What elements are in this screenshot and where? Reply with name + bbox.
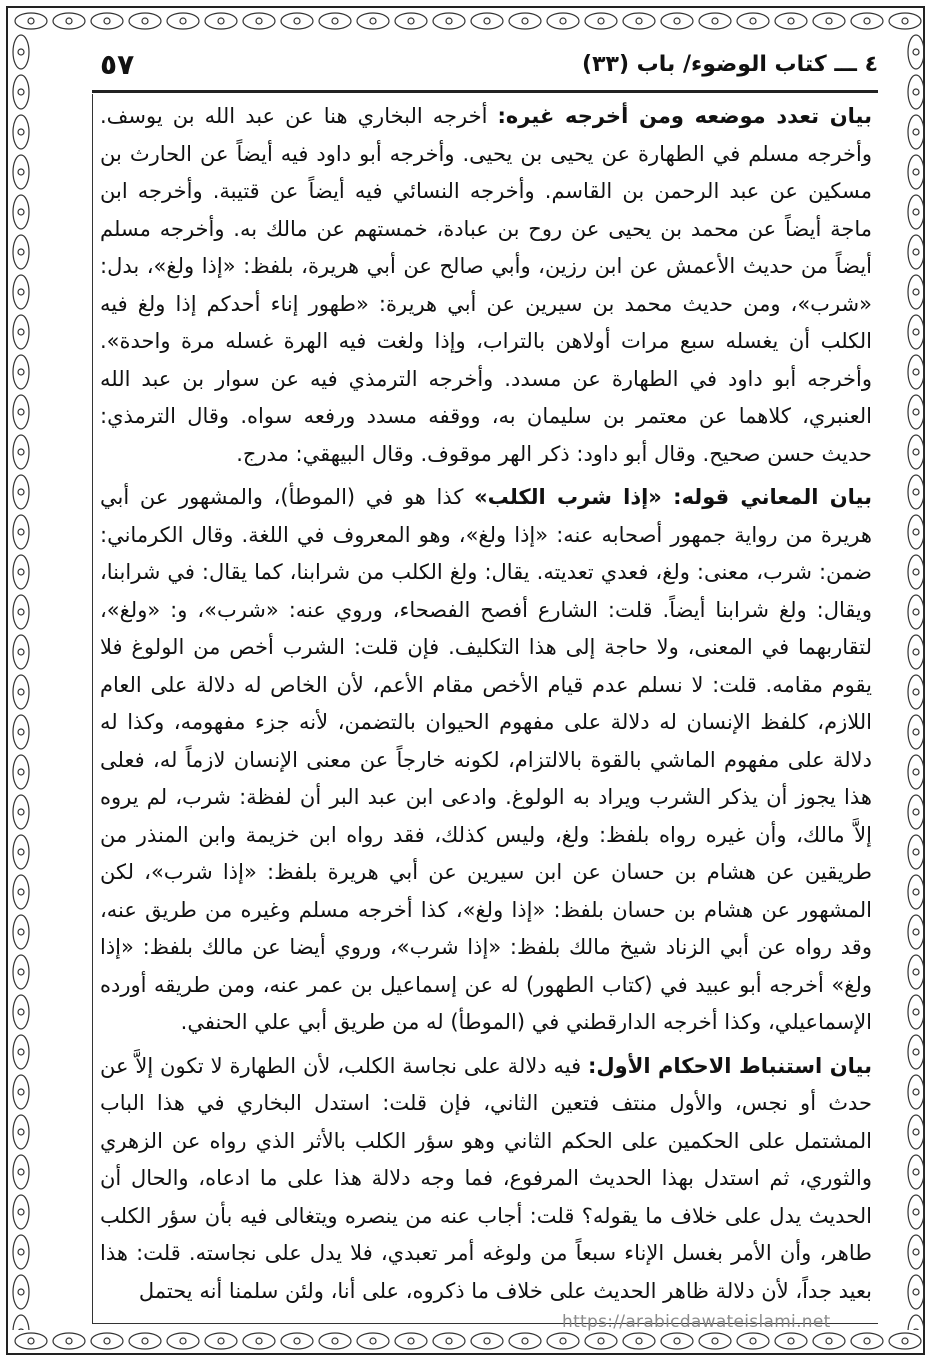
ornament-loop <box>129 13 161 29</box>
ornament-loop <box>908 795 924 829</box>
ornament-loop <box>91 1333 123 1349</box>
ornament-loop <box>813 1333 845 1349</box>
ornament-dot <box>18 849 24 855</box>
ornament-dot <box>18 1209 24 1215</box>
ornament-dot <box>18 449 24 455</box>
ornament-loop <box>908 195 924 229</box>
ornament-dot <box>218 18 224 24</box>
ornament-loop <box>15 1333 47 1349</box>
ornament-dot <box>913 1169 919 1175</box>
ornament-loop <box>13 275 29 309</box>
ornament-dot <box>913 249 919 255</box>
ornament-dot <box>913 809 919 815</box>
ornament-loop <box>13 75 29 109</box>
ornament-dot <box>18 889 24 895</box>
ornament-loop <box>13 1235 29 1269</box>
ornament-dot <box>294 1338 300 1344</box>
ornament-loop <box>813 13 845 29</box>
page-number: ٥٧ <box>100 48 135 81</box>
ornament-dot <box>913 49 919 55</box>
ornament-dot <box>750 18 756 24</box>
ornament-dot <box>913 729 919 735</box>
ornament-dot <box>294 18 300 24</box>
ornament-dot <box>712 18 718 24</box>
ornament-loop <box>433 1333 465 1349</box>
ornament-loop <box>13 1115 29 1149</box>
ornament-dot <box>913 849 919 855</box>
ornament-dot <box>18 1129 24 1135</box>
ornament-dot <box>142 1338 148 1344</box>
ornament-loop <box>13 115 29 149</box>
ornament-loop <box>243 1333 275 1349</box>
ornament-loop <box>91 13 123 29</box>
ornament-dot <box>104 18 110 24</box>
ornament-loop <box>13 835 29 869</box>
ornament-loop <box>908 475 924 509</box>
ornament-loop <box>471 1333 503 1349</box>
ornament-dot <box>18 569 24 575</box>
ornament-dot <box>18 1329 24 1330</box>
ornament-dot <box>913 1129 919 1135</box>
ornament-loop <box>908 275 924 309</box>
ornament-loop <box>889 13 921 29</box>
ornament-dot <box>18 329 24 335</box>
ornament-dot <box>598 1338 604 1344</box>
ornament-dot <box>913 929 919 935</box>
ornament-dot <box>913 609 919 615</box>
running-header <box>92 42 878 88</box>
ornament-loop <box>13 915 29 949</box>
ornament-dot <box>484 1338 490 1344</box>
ornament-loop <box>908 35 924 69</box>
ornament-loop <box>13 395 29 429</box>
ornament-dot <box>913 889 919 895</box>
ornament-dot <box>18 1009 24 1015</box>
ornament-dot <box>913 169 919 175</box>
ornament-dot <box>826 1338 832 1344</box>
ornament-dot <box>560 1338 566 1344</box>
ornament-dot <box>913 1009 919 1015</box>
ornament-loop <box>13 155 29 189</box>
ornament-loop <box>13 355 29 389</box>
ornament-loop <box>908 1195 924 1229</box>
ornament-loop <box>167 1333 199 1349</box>
ornament-dot <box>218 1338 224 1344</box>
ornament-loop <box>319 1333 351 1349</box>
ornament-loop <box>908 595 924 629</box>
ornament-dot <box>826 18 832 24</box>
ornament-loop <box>908 1155 924 1189</box>
ornament-loop <box>889 1333 921 1349</box>
ornament-dot <box>913 1089 919 1095</box>
ornament-dot <box>913 209 919 215</box>
ornament-dot <box>913 1289 919 1295</box>
ornament-loop <box>13 955 29 989</box>
ornament-loop <box>13 1155 29 1189</box>
ornament-dot <box>913 1049 919 1055</box>
ornament-dot <box>18 809 24 815</box>
top-ornament-border <box>10 8 923 34</box>
ornament-loop <box>908 875 924 909</box>
ornament-loop <box>13 675 29 709</box>
ornament-dot <box>913 1209 919 1215</box>
ornament-loop <box>908 835 924 869</box>
ornament-loop <box>908 555 924 589</box>
ornament-dot <box>18 249 24 255</box>
ornament-dot <box>913 489 919 495</box>
ornament-dot <box>712 1338 718 1344</box>
ornament-dot <box>913 409 919 415</box>
ornament-dot <box>788 18 794 24</box>
ornament-loop <box>13 1075 29 1109</box>
ornament-loop <box>53 1333 85 1349</box>
ornament-loop <box>908 155 924 189</box>
ornament-loop <box>129 1333 161 1349</box>
ornament-loop <box>908 435 924 469</box>
ornament-dot <box>256 18 262 24</box>
main-text <box>100 98 872 1310</box>
ornament-loop <box>661 13 693 29</box>
ornament-dot <box>66 1338 72 1344</box>
ornament-loop <box>908 1115 924 1149</box>
ornament-dot <box>18 489 24 495</box>
ornament-loop <box>908 995 924 1029</box>
ornament-loop <box>357 13 389 29</box>
ornament-loop <box>585 1333 617 1349</box>
ornament-dot <box>913 529 919 535</box>
ornament-loop <box>851 1333 883 1349</box>
ornament-loop <box>13 995 29 1029</box>
ornament-loop <box>13 315 29 349</box>
ornament-dot <box>370 1338 376 1344</box>
ornament-dot <box>560 18 566 24</box>
ornament-dot <box>446 18 452 24</box>
ornament-dot <box>913 129 919 135</box>
ornament-dot <box>913 769 919 775</box>
ornament-loop <box>471 13 503 29</box>
ornament-dot <box>522 1338 528 1344</box>
ornament-loop <box>281 1333 313 1349</box>
ornament-dot <box>18 289 24 295</box>
ornament-dot <box>18 1169 24 1175</box>
ornament-dot <box>18 89 24 95</box>
ornament-loop <box>53 13 85 29</box>
ornament-loop <box>13 715 29 749</box>
ornament-loop <box>205 13 237 29</box>
ornament-loop <box>13 555 29 589</box>
ornament-loop <box>908 315 924 349</box>
ornament-loop <box>13 595 29 629</box>
ornament-loop <box>585 13 617 29</box>
ornament-dot <box>902 18 908 24</box>
ornament-loop <box>395 13 427 29</box>
ornament-dot <box>674 1338 680 1344</box>
right-ornament-border <box>903 30 929 1330</box>
ornament-dot <box>902 1338 908 1344</box>
ornament-loop <box>908 75 924 109</box>
ornament-loop <box>13 515 29 549</box>
paragraph-sources <box>100 98 872 473</box>
ornament-loop <box>908 115 924 149</box>
ornament-dot <box>913 649 919 655</box>
ornament-dot <box>18 649 24 655</box>
ornament-loop <box>13 755 29 789</box>
ornament-loop <box>908 1075 924 1109</box>
ornament-dot <box>66 18 72 24</box>
ornament-dot <box>913 89 919 95</box>
ornament-dot <box>18 769 24 775</box>
ornament-dot <box>18 609 24 615</box>
ornament-loop <box>908 915 924 949</box>
ornament-dot <box>370 18 376 24</box>
ornament-dot <box>256 1338 262 1344</box>
ornament-dot <box>913 289 919 295</box>
ornament-loop <box>13 795 29 829</box>
ornament-loop <box>13 875 29 909</box>
ornament-loop <box>775 1333 807 1349</box>
ornament-dot <box>18 49 24 55</box>
ornament-loop <box>13 195 29 229</box>
ornament-loop <box>433 13 465 29</box>
ornament-dot <box>18 529 24 535</box>
ornament-dot <box>28 1338 34 1344</box>
ornament-dot <box>18 409 24 415</box>
ornament-loop <box>908 515 924 549</box>
ornament-dot <box>18 969 24 975</box>
ornament-loop <box>908 395 924 429</box>
ornament-loop <box>357 1333 389 1349</box>
ornament-dot <box>18 1049 24 1055</box>
ornament-dot <box>18 369 24 375</box>
ornament-loop <box>509 1333 541 1349</box>
ornament-dot <box>104 1338 110 1344</box>
ornament-dot <box>913 969 919 975</box>
ornament-dot <box>913 1329 919 1330</box>
watermark-url: https://arabicdawateislami.net <box>562 1312 831 1332</box>
paragraph-heading: بيان المعاني قوله: «إذا شرب الكلب» <box>474 485 872 509</box>
ornament-dot <box>484 18 490 24</box>
ornament-loop <box>661 1333 693 1349</box>
ornament-loop <box>547 13 579 29</box>
ornament-loop <box>623 13 655 29</box>
ornament-dot <box>913 689 919 695</box>
ornament-loop <box>167 13 199 29</box>
ornament-loop <box>908 1235 924 1269</box>
ornament-loop <box>13 475 29 509</box>
ornament-loop <box>908 355 924 389</box>
ornament-loop <box>13 1275 29 1309</box>
ornament-dot <box>864 18 870 24</box>
ornament-dot <box>332 1338 338 1344</box>
ornament-loop <box>908 715 924 749</box>
ornament-loop <box>908 755 924 789</box>
ornament-loop <box>908 235 924 269</box>
ornament-dot <box>18 209 24 215</box>
ornament-dot <box>180 1338 186 1344</box>
ornament-loop <box>851 13 883 29</box>
ornament-dot <box>446 1338 452 1344</box>
ornament-loop <box>737 13 769 29</box>
ornament-dot <box>913 569 919 575</box>
ornament-dot <box>18 729 24 735</box>
ornament-dot <box>913 369 919 375</box>
paragraph-body: كذا هو في (الموطأ)، والمشهور عن أبي هريرة من رواية جمهور أصحابه عنه: «إذا ولغ»، وهو المعروف في اللغة. وقال الكرماني: ضمن: شرب، معنى: ولغ، فعدي تعديته. يقال: ولغ الكلب من شرابنا، كما يقال: في شرابنا، ويقال: ولغ شرابنا أيضاً. قلت: الشارع أفصح الفصحاء، وروي عنه: «شرب»، و: «ولغ»، لتقاربهما في المعنى، ولا حاجة إلى هذا التكليف. فإن قلت: الشرب أخص من الولوغ فلا يقوم مقامه. قلت: لا نسلم عدم قيام الأخص مقام الأعم، لأن الخاص له دلالة على العام اللازم، كلفظ الإنسان له دلالة على مفهوم الحيوان بالتضمن، لأنه جزء مفهومه، وكذا له دلالة على مفهوم الماشي بالقوة بالالتزام، لكونه خارجاً عن معنى الإنسان لازماً له، فعلى هذا يجوز أن يذكر الشرب ويراد به الولوغ. وادعى ابن عبد البر أن لفظة: شرب، لم يروه إلاَّ مالك، وأن غيره رواه بلفظ: ولغ، وليس كذلك، فقد رواه ابن خزيمة وابن المنذر من طريقين عن هشام بن حسان عن ابن سيرين عن أبي هريرة بلفظ: «إذا شرب»، لكن المشهور عن هشام بن حسان بلفظ: «إذا ولغ»، كذا أخرجه مسلم وغيره من طريق عنه، وقد رواه عن أبي الزناد شيخ مالك بلفظ: «إذا شرب»، وروي أيضا عن مالك بلفظ: «إذا ولغ» أخرجه أبو عبيد في (كتاب الطهور) له عن إسماعيل بن عمر عنه، ومن طريقه أورده الإسماعيلي، وكذا أخرجه الدارقطني في (الموطأ) له من طريق أبي علي الحنفي. <box>100 485 872 1034</box>
ornament-loop <box>15 13 47 29</box>
ornament-loop <box>13 1035 29 1069</box>
ornament-dot <box>18 169 24 175</box>
ornament-loop <box>699 1333 731 1349</box>
ornament-loop <box>908 675 924 709</box>
ornament-loop <box>699 13 731 29</box>
paragraph-body: أخرجه البخاري هنا عن عبد الله بن يوسف. وأخرجه مسلم في الطهارة عن يحيى بن يحيى. وأخرجه أبو داود فيه أيضاً عن الحارث بن مسكين عن عبد الرحمن بن القاسم. وأخرجه النسائي فيه أيضاً عن قتيبة. وأخرجه ابن ماجة أيضاً عن محمد بن يحيى عن روح بن عبادة، خمستهم عن مالك به. وأخرجه مسلم أيضاً من حديث الأعمش عن ابن رزين، وأبي صالح عن أبي هريرة، بلفظ: «إذا ولغ»، بدل: «شرب»، ومن حديث محمد بن سيرين عن أبي هريرة: «طهور إناء أحدكم إذا ولغ فيه الكلب أن يغسله سبع مرات أولاهن بالتراب، وإذا ولغت فيه الهرة غسله مرة واحدة». وأخرجه أبو داود في الطهارة عن مسدد. وأخرجه الترمذي فيه عن سوار بن عبد الله العنبري، كلاهما عن معتمر بن سليمان به، ووقفه مسدد ورفعه سواه. وقال الترمذي: حديث حسن صحيح. وقال أبو داود: ذكر الهر موقوف. وقال البيهقي: مدرج. <box>100 104 872 466</box>
ornament-loop <box>623 1333 655 1349</box>
ornament-dot <box>18 1249 24 1255</box>
ornament-loop <box>908 635 924 669</box>
left-ornament-border <box>8 30 34 1330</box>
header-rule <box>92 90 878 93</box>
ornament-dot <box>913 329 919 335</box>
ornament-loop <box>13 1195 29 1229</box>
ornament-dot <box>750 1338 756 1344</box>
paragraph-heading: بيان تعدد موضعه ومن أخرجه غيره: <box>497 104 873 128</box>
ornament-loop <box>243 13 275 29</box>
paragraph-rulings <box>100 1048 872 1311</box>
ornament-dot <box>28 18 34 24</box>
ornament-dot <box>18 689 24 695</box>
ornament-dot <box>864 1338 870 1344</box>
ornament-loop <box>13 1315 29 1330</box>
ornament-dot <box>18 929 24 935</box>
chapter-title: ٤ ـــ كتاب الوضوء/ باب (٣٣) <box>582 52 878 77</box>
ornament-dot <box>636 18 642 24</box>
ornament-loop <box>775 13 807 29</box>
ornament-dot <box>18 1289 24 1295</box>
ornament-dot <box>913 449 919 455</box>
ornament-dot <box>598 18 604 24</box>
ornament-loop <box>205 1333 237 1349</box>
paragraph-body: فيه دلالة على نجاسة الكلب، لأن الطهارة لا تكون إلاَّ عن حدث أو نجس، والأول منتف فتعين الثاني، فإن قلت: استدل البخاري في هذا الباب المشتمل على الحكمين على الحكم الثاني وهو سؤر الكلب بالأثر الذي رواه عن الزهري والثوري، ثم استدل بهذا الحديث المرفوع، فما وجه دلالة هذا على ما ادعاه، والحال أن الحديث يدل على خلاف ما يقوله؟ قلت: أجاب عنه من ينصره ويتغالى فيه بأن سؤر الكلب طاهر، وأن الأمر بغسل الإناء سبعاً من ولوغه أمر تعبدي، فلا يدل على نجاسته. قلت: هذا بعيد جداً، لأن دلالة ظاهر الحديث على خلاف ما ذكروه، على أنا، ولئن سلمنا أنه يحتمل <box>100 1053 872 1303</box>
ornament-dot <box>408 1338 414 1344</box>
paragraph-heading: بيان استنباط الاحكام الأول: <box>588 1053 872 1078</box>
ornament-loop <box>908 1275 924 1309</box>
ornament-loop <box>737 1333 769 1349</box>
ornament-dot <box>408 18 414 24</box>
ornament-loop <box>13 235 29 269</box>
ornament-dot <box>788 1338 794 1344</box>
ornament-loop <box>908 1035 924 1069</box>
ornament-dot <box>913 1249 919 1255</box>
ornament-loop <box>13 435 29 469</box>
ornament-dot <box>636 1338 642 1344</box>
ornament-loop <box>908 1315 924 1330</box>
ornament-dot <box>142 18 148 24</box>
ornament-dot <box>18 1089 24 1095</box>
ornament-loop <box>395 1333 427 1349</box>
ornament-loop <box>281 13 313 29</box>
ornament-dot <box>522 18 528 24</box>
ornament-dot <box>674 18 680 24</box>
paragraph-meanings <box>100 479 872 1042</box>
ornament-dot <box>180 18 186 24</box>
ornament-loop <box>13 635 29 669</box>
ornament-loop <box>908 955 924 989</box>
ornament-loop <box>509 13 541 29</box>
ornament-dot <box>18 129 24 135</box>
ornament-loop <box>13 35 29 69</box>
ornament-loop <box>547 1333 579 1349</box>
ornament-dot <box>332 18 338 24</box>
ornament-loop <box>319 13 351 29</box>
